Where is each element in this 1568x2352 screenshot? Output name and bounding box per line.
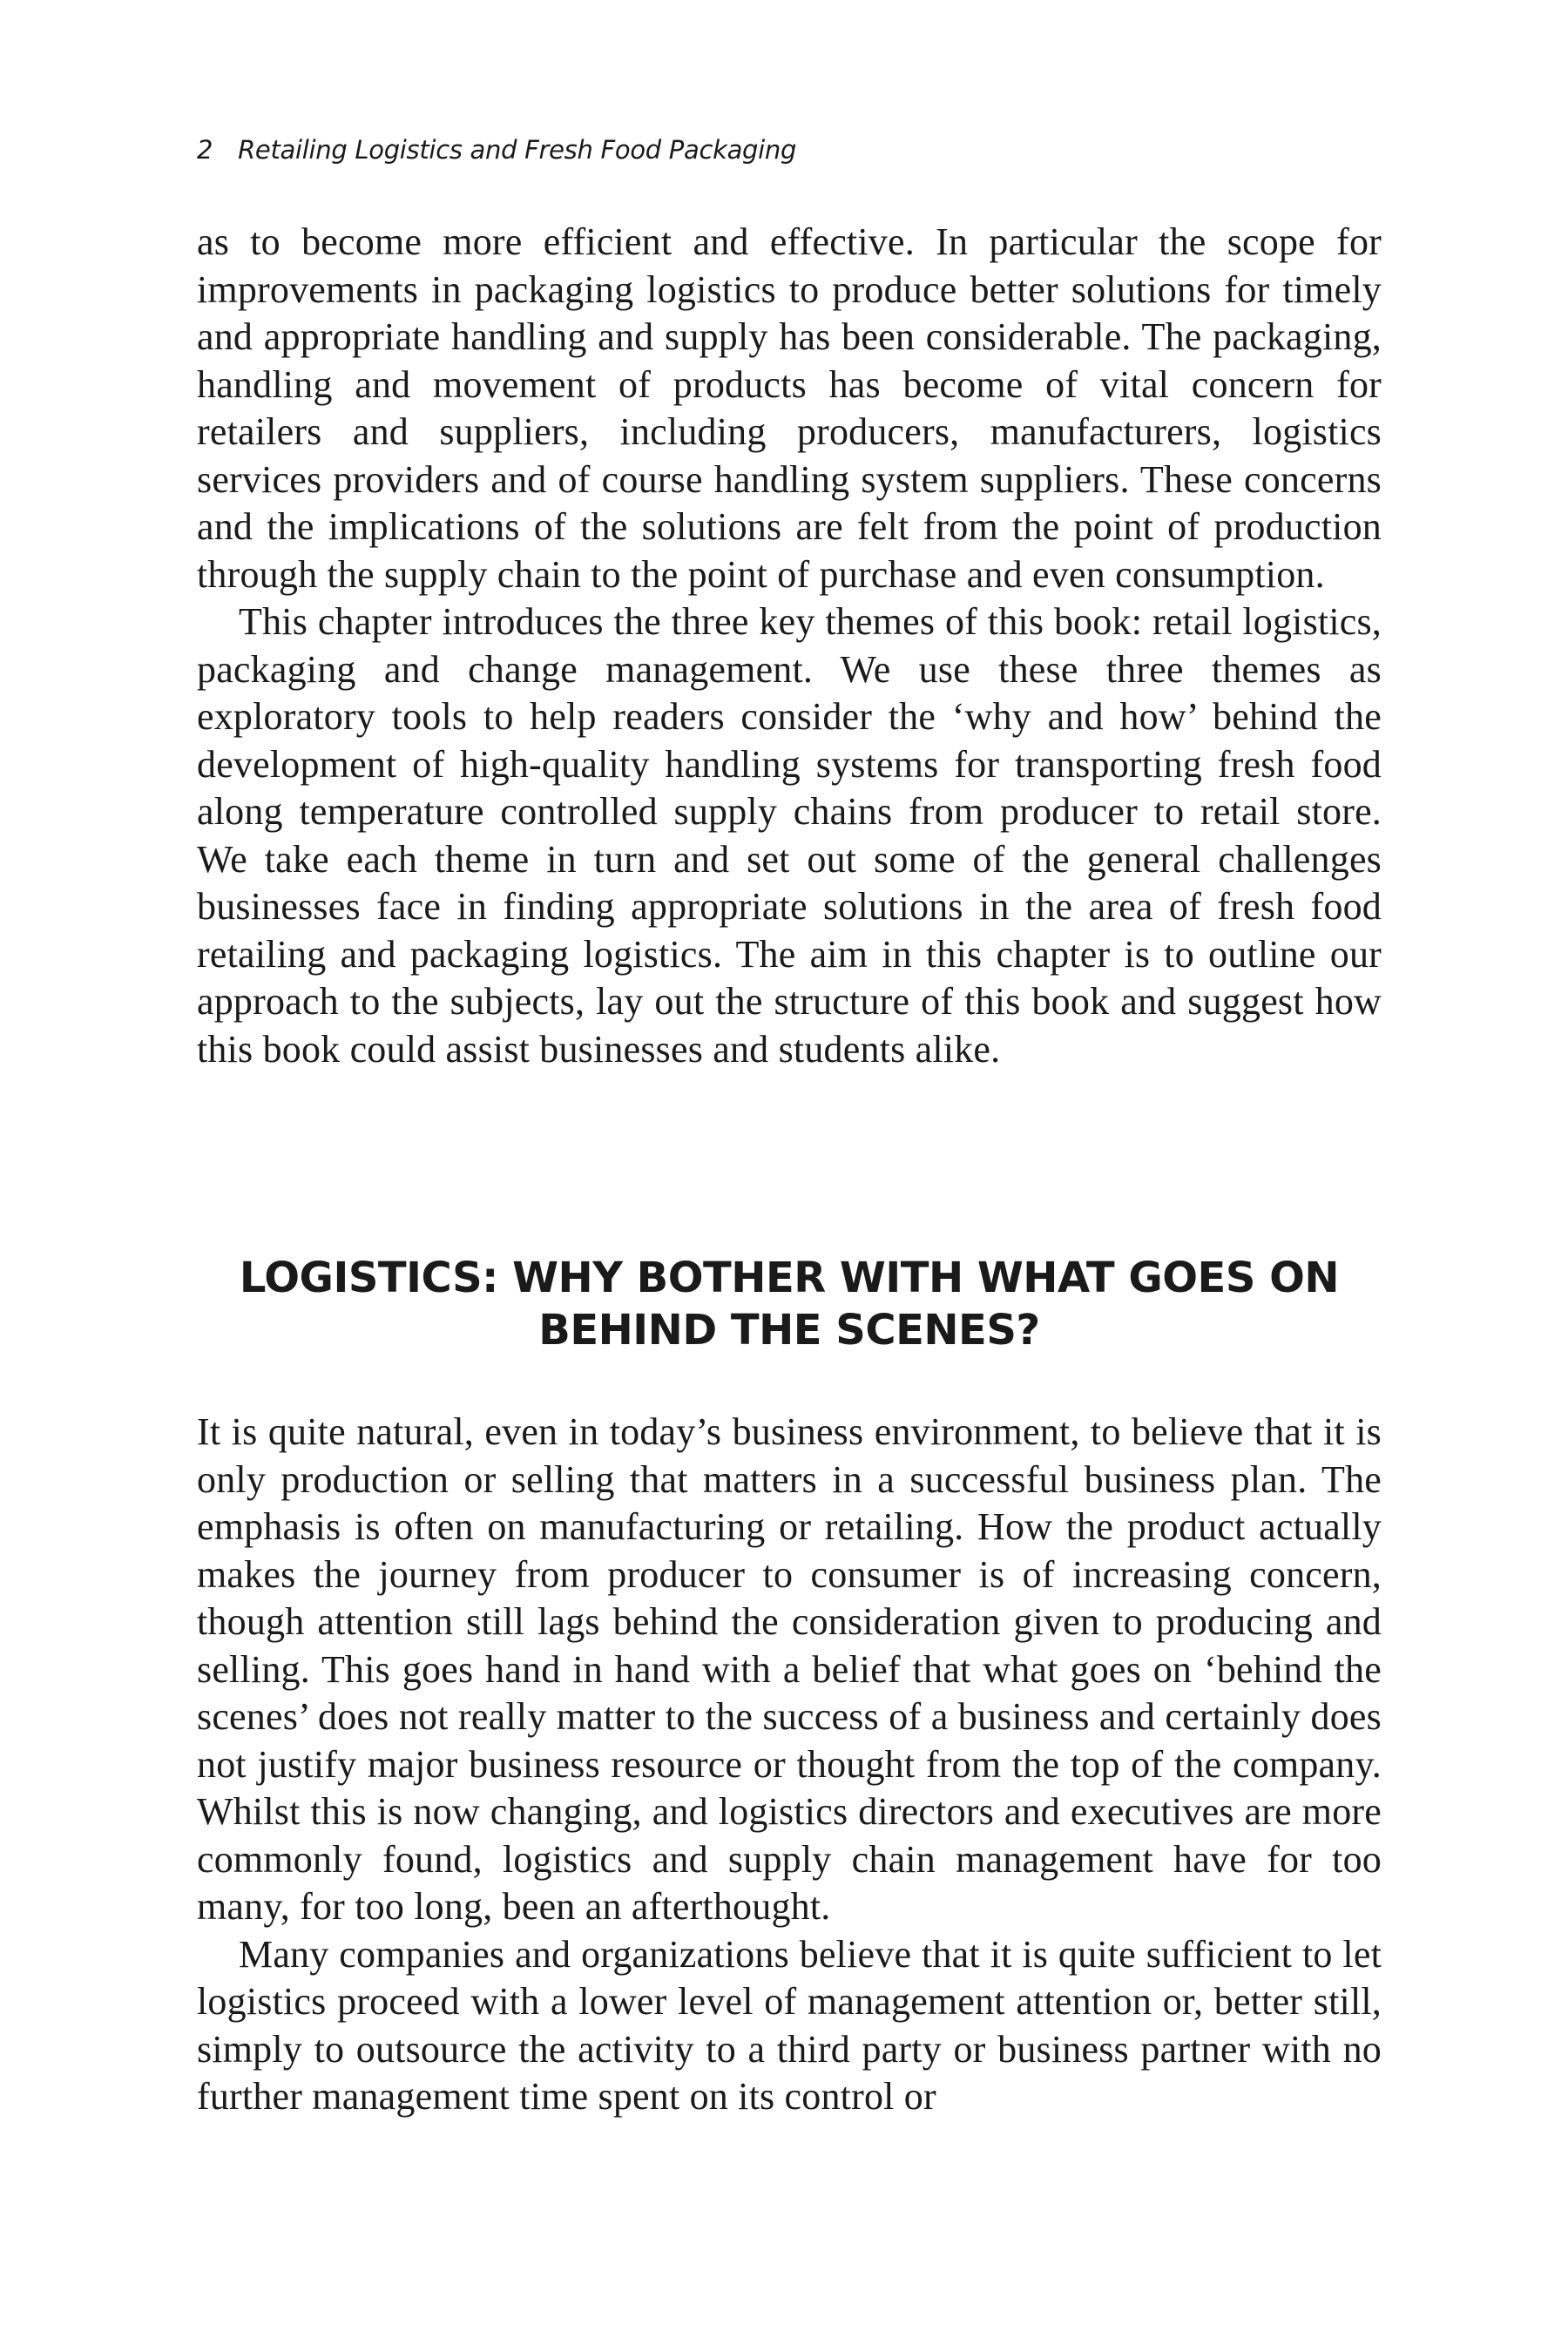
book-title: Retailing Logistics and Fresh Food Packaging	[238, 135, 797, 165]
paragraph-section-2: Many companies and organizations believe that it is quite sufficient to let logistics proceed with a lower level of management attention or, better still, simply to outsource the activity to a third party or business partner with no further management time spent on its control or	[197, 1932, 1382, 2118]
intro-text	[197, 219, 1382, 1073]
section-heading-line-2: BEHIND THE SCENES?	[538, 1306, 1040, 1355]
section-heading-line-1: LOGISTICS: WHY BOTHER WITH WHAT GOES ON	[239, 1254, 1340, 1302]
paragraph-continued: as to become more efficient and effective. In particular the scope for improvements in packaging logistics to produce better solutions for timely and appropriate handling and supply has been considerable. The packaging, handling and movement of products has become of vital concern for retailers and suppliers, including producers, manufacturers, logistics services providers and of course handling system suppliers. These concerns and the implications of the solutions are felt from the point of production through the supply chain to the point of purchase and even consumption.	[197, 220, 1382, 596]
section-text	[197, 1409, 1382, 2121]
page-number: 2	[197, 135, 213, 165]
paragraph-section-1: It is quite natural, even in today’s business environment, to believe that it is only production or selling that matters in a successful business plan. The emphasis is often on manufacturing or retailing. How the product actually makes the journey from producer to consumer is of increasing concern, though attention still lags behind the consideration given to producing and selling. This goes hand in hand with a belief that what goes on ‘behind the scenes’ does not really matter to the success of a business and certainly does not justify major business resource or thought from the top of the company. Whilst this is now changing, and logistics directors and executives are more commonly found, logistics and supply chain management have for too many, for too long, been an afterthought.	[197, 1410, 1382, 1928]
paragraph-chapter-overview: This chapter introduces the three key themes of this book: retail logistics, packaging and change management. We use these three themes as exploratory tools to help readers consider the ‘why and how’ behind the development of high-quality handling systems for transporting fresh food along temperature controlled supply chains from producer to retail store. We take each theme in turn and set out some of the general challenges businesses face in finding appropriate solutions in the area of fresh food retailing and packaging logistics. The aim in this chapter is to outline our approach to the subjects, lay out the structure of this book and suggest how this book could assist businesses and students alike.	[197, 600, 1382, 1071]
running-head	[197, 132, 1382, 167]
section-heading	[197, 1252, 1382, 1356]
